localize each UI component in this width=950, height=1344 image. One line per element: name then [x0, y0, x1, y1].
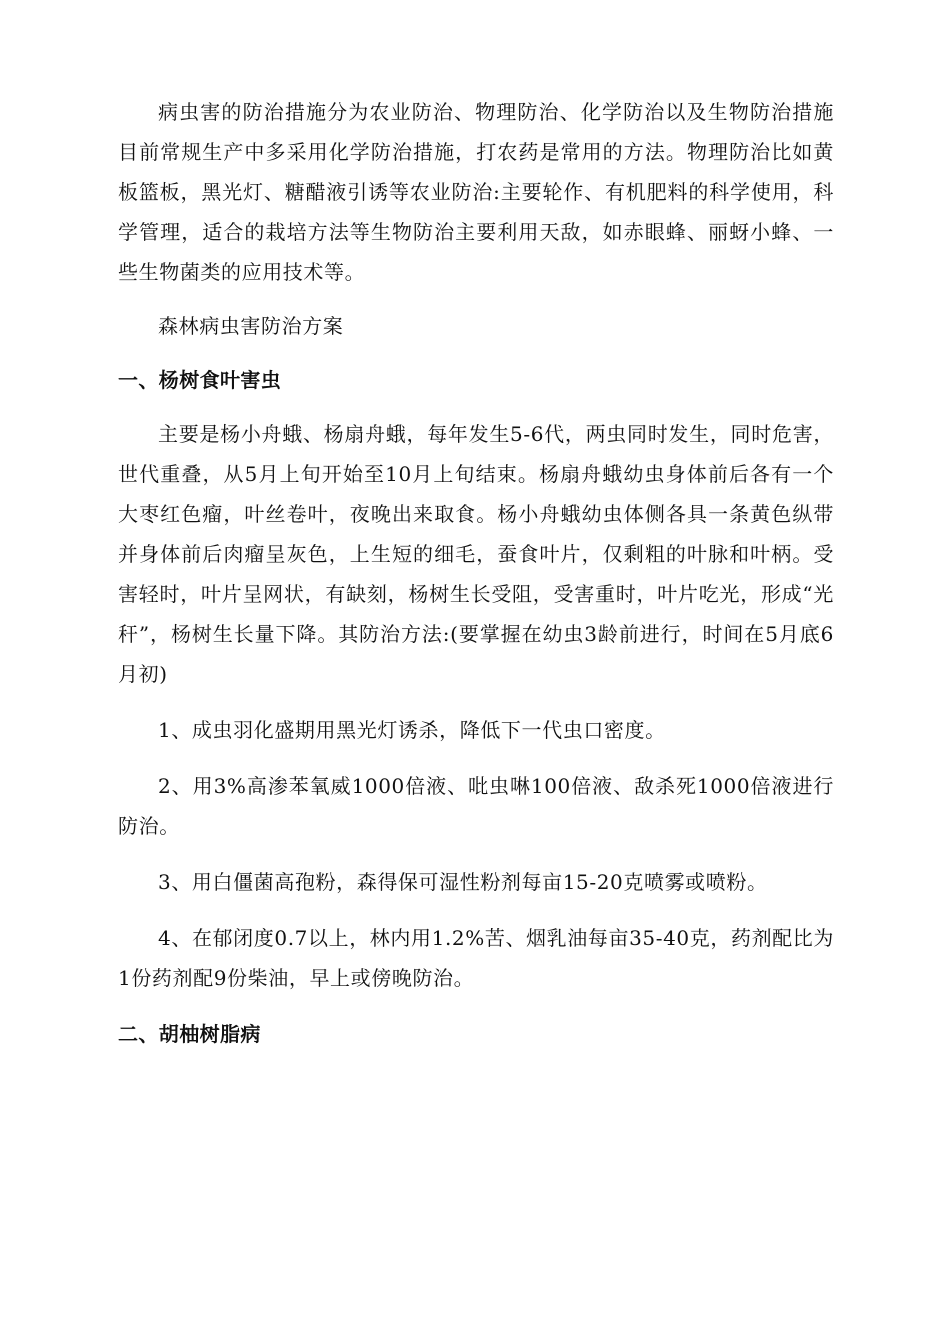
- measure-item-1: 1、成虫羽化盛期用黑光灯诱杀，降低下一代虫口密度。: [158, 718, 666, 742]
- section-1-heading: 一、杨树食叶害虫: [118, 368, 282, 392]
- section-2-heading: 二、胡柚树脂病: [118, 1022, 261, 1046]
- measure-item-2: 2、用3%高渗苯氧威1000倍液、吡虫啉100倍液、敌杀死1000倍液进行防治。: [118, 774, 834, 838]
- section-1-description: 主要是杨小舟蛾、杨扇舟蛾，每年发生5-6代，两虫同时发生，同时危害，世代重叠，从5月上旬开始至10月上旬结束。杨扇舟蛾幼虫身体前后各有一个大枣红色瘤，叶丝卷叶，夜晚出来取食。杨小舟蛾幼虫体侧各具一条黄色纵带并身体前后肉瘤呈灰色，上生短的细毛，蚕食叶片，仅剩粗的叶脉和叶柄。受害轻时，叶片呈网状，有缺刻，杨树生长受阻，受害重时，叶片吃光，形成“光秆”，杨树生长量下降。其防治方法:(要掌握在幼虫3龄前进行，时间在5月底6月初): [118, 422, 834, 686]
- plan-title: 森林病虫害防治方案: [158, 314, 344, 338]
- measure-item-3: 3、用白僵菌高孢粉，森得保可湿性粉剂每亩15-20克喷雾或喷粉。: [158, 870, 768, 894]
- intro-paragraph: 病虫害的防治措施分为农业防治、物理防治、化学防治以及生物防治措施目前常规生产中多采用化学防治措施，打农药是常用的方法。物理防治比如黄板篮板，黑光灯、糖醋液引诱等农业防治:主要轮作、有机肥料的科学使用，科学管理，适合的栽培方法等生物防治主要利用天敌，如赤眼蜂、丽蚜小蜂、一些生物菌类的应用技术等。: [118, 100, 834, 284]
- measure-item-4: 4、在郁闭度0.7以上，林内用1.2%苦、烟乳油每亩35-40克，药剂配比为1份药剂配9份柴油，早上或傍晚防治。: [118, 926, 834, 990]
- document-page: [118, 92, 834, 1054]
